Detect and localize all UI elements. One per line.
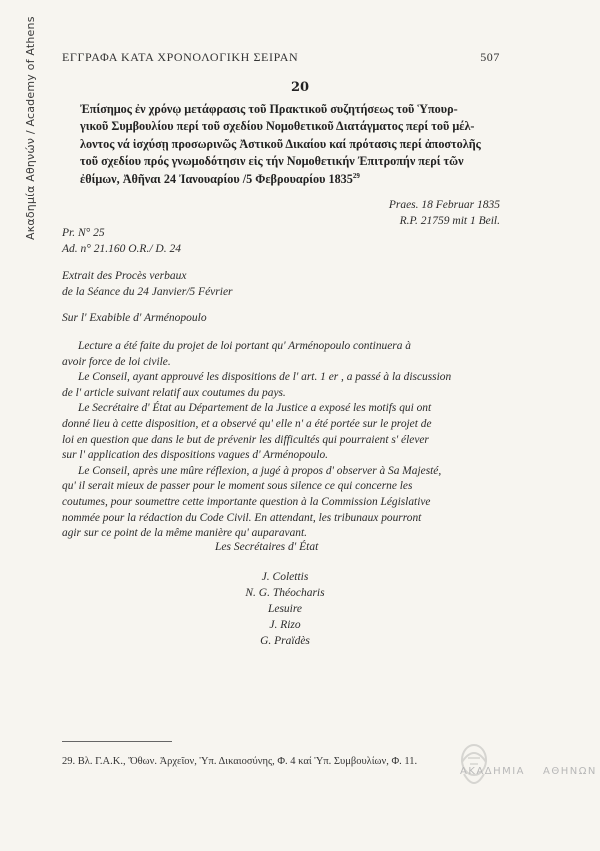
paragraph-line: sur l' application des dispositions vagues d' Arménopoulo. bbox=[62, 449, 329, 462]
paragraph-line: Le Conseil, après une mûre réflexion, a jugé à propos d' observer à Sa Majesté, bbox=[78, 464, 442, 477]
academy-logo-text bbox=[460, 766, 597, 777]
footnote-divider bbox=[62, 741, 172, 742]
signature-block bbox=[200, 569, 370, 649]
minutes-body bbox=[62, 339, 500, 542]
footnote-reference[interactable]: 29 bbox=[352, 171, 360, 180]
greek-heading-last-line bbox=[80, 171, 500, 188]
reference-line-2: Ad. n° 21.160 O.R./ D. 24 bbox=[62, 243, 181, 255]
closing-line: Les Secrétaires d' État bbox=[215, 541, 319, 553]
signatory: N. G. Théocharis bbox=[245, 587, 325, 599]
paragraph-line: de l' article suivant relatif aux coutumes du pays. bbox=[62, 386, 286, 399]
paragraph-line: donné lieu à cette disposition, et a observé qu' elle n' a été portée sur le projet de bbox=[62, 417, 432, 430]
extract-heading bbox=[62, 268, 233, 300]
footnote: 29. Βλ. Γ.Α.Κ., Ὄθων. Ἀρχεῖον, Ὑπ. Δικαιοσύνης, Φ. 4 καί Ὑπ. Συμβουλίων, Φ. 11. bbox=[62, 756, 418, 767]
running-title: ΕΓΓΡΑΦΑ ΚΑΤΑ ΧΡΟΝΟΛΟΓΙΚΗ ΣΕΙΡΑΝ bbox=[62, 50, 299, 64]
logo-left-word: ΑΚΑΔΗΜΙΑ bbox=[460, 766, 526, 777]
subject-line: Sur l' Exabible d' Arménopoulo bbox=[62, 312, 207, 324]
page-number: 507 bbox=[480, 50, 500, 64]
paragraph-line: Lecture a été faite du projet de loi portant qu' Arménopoulo continuera à bbox=[78, 340, 411, 352]
paragraph-line: agir sur ce point de la même manière qu' auparavant. bbox=[62, 527, 307, 540]
paragraph-line: Le Secrétaire d' État au Département de la Justice a exposé les motifs qui ont bbox=[78, 402, 432, 415]
receipt-line-1: Praes. 18 Februar 1835 bbox=[388, 199, 500, 211]
signatory: G. Praïdès bbox=[260, 635, 310, 647]
paragraph-line: avoir force de loi civile. bbox=[62, 355, 171, 368]
greek-heading-line: Ἐπίσημος ἐν χρόνῳ μετάφρασις τοῦ Πρακτικοῦ συζητήσεως τοῦ Ὑπουρ- bbox=[80, 102, 458, 116]
extract-line-2: de la Séance du 24 Janvier/5 Février bbox=[62, 286, 233, 298]
side-watermark: Ακαδημία Αθηνών / Academy of Athens bbox=[24, 16, 37, 240]
logo-right-word: ΑΘΗΝΩΝ bbox=[543, 766, 597, 777]
reference-numbers bbox=[62, 225, 181, 257]
paragraph-line: loi en question que dans le but de prévenir les difficultés qui pourraient s' élever bbox=[62, 433, 429, 446]
paragraph-line: Le Conseil, ayant approuvé les dispositions de l' art. 1 er , a passé à la discussion bbox=[78, 371, 452, 384]
paragraph-line: nommée pour la rédaction du Code Civil. En attendant, les tribunaux pourront bbox=[62, 511, 422, 524]
receipt-stamp bbox=[300, 197, 500, 229]
signatory: J. Rizo bbox=[269, 619, 301, 631]
reference-line-1: Pr. N° 25 bbox=[62, 227, 105, 239]
paragraph-line: qu' il serait mieux de passer pour le moment sous silence ce qui concerne les bbox=[62, 480, 413, 493]
greek-heading bbox=[80, 101, 500, 188]
greek-heading-line: γικοῦ Συμβουλίου περί τοῦ σχεδίου Νομοθετικοῦ Διατάγματος περί τοῦ μέλ- bbox=[80, 119, 475, 134]
signatory: Lesuire bbox=[267, 603, 303, 615]
greek-heading-line: τοῦ σχεδίου πρός γνωμοδότησιν εἰς τήν Νομοθετικήν Ἐπιτροπήν περί τῶν bbox=[80, 154, 464, 169]
document-number: 20 bbox=[290, 80, 310, 95]
greek-heading-last-text: ἐθίμων, Ἀθῆναι 24 Ἰανουαρίου /5 Φεβρουαρίου 1835 bbox=[80, 171, 353, 186]
paragraph-line: coutumes, pour soumettre cette importante question à la Commission Législative bbox=[62, 495, 431, 508]
signatory: J. Colettis bbox=[261, 571, 309, 583]
extract-line-1: Extrait des Procès verbaux bbox=[62, 270, 187, 282]
receipt-line-2: R.P. 21759 mit 1 Beil. bbox=[399, 215, 500, 227]
greek-heading-line: λοντος νά ἰσχύσῃ προσωρινῶς Ἀστικοῦ Δικαίου καί πρότασις περί ἀποστολῆς bbox=[80, 136, 481, 151]
running-head bbox=[62, 50, 500, 65]
